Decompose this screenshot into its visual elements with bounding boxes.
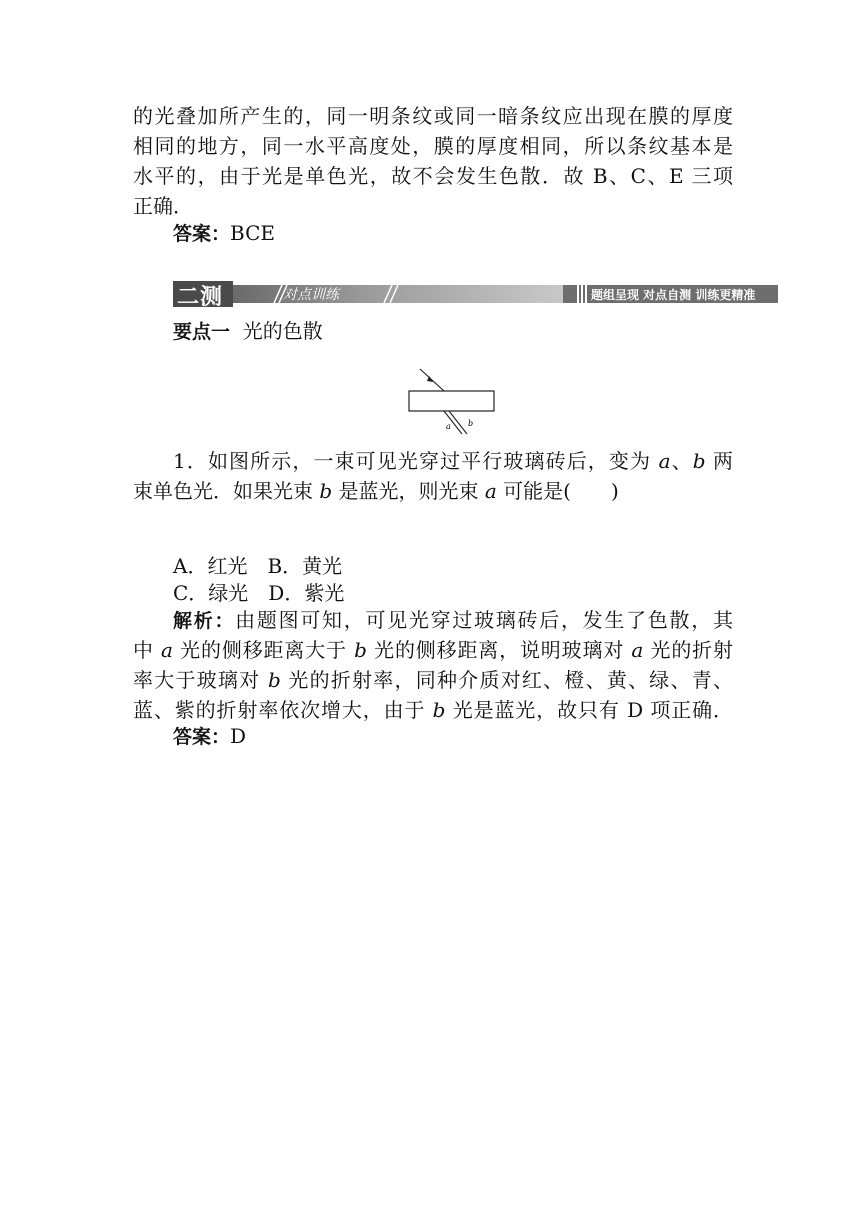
var-a: a	[631, 638, 644, 662]
analysis-text: 光的折射率，同种介质对红、橙、黄、绿、青、	[280, 668, 734, 692]
analysis-text: 光的侧移距离，说明玻璃对	[366, 638, 632, 662]
analysis-label: 解析：	[173, 610, 236, 632]
heading-label: 要点一	[173, 321, 231, 343]
answer-value: BCE	[230, 221, 275, 245]
question-text: 是蓝光，则光束	[332, 479, 485, 503]
question-text: 两	[705, 449, 734, 473]
analysis-text: 由题图可知，可见光穿过玻璃砖后，发生了色散，其	[235, 608, 733, 632]
answer-label: 答案：	[173, 223, 231, 245]
analysis-text: 光是蓝光，故只有 D 项正确．	[445, 698, 734, 722]
analysis-answer	[173, 721, 733, 752]
var-b: b	[267, 668, 281, 692]
var-b: b	[319, 479, 333, 503]
analysis-line-3	[133, 665, 733, 695]
prev-solution-line-4: 正确．	[133, 194, 193, 218]
section-heading	[173, 316, 733, 347]
answer-label: 答案：	[173, 726, 231, 748]
options-row-2: C．绿光 D．紫光	[173, 581, 345, 605]
analysis-text: 蓝、紫的折射率依次增大，由于	[133, 698, 433, 722]
var-a: a	[161, 638, 173, 662]
banner-title-box	[173, 281, 233, 310]
banner-tagline: 题组呈现 对点自测 训练更精准	[591, 288, 756, 302]
glass-slab-figure	[400, 366, 510, 436]
question-text: 如图所示，一束可见光穿过平行玻璃砖后，变为	[207, 449, 659, 473]
question-number: 1．	[173, 449, 208, 473]
heading-topic: 光的色散	[242, 319, 323, 343]
slash-decoration-icon	[381, 285, 403, 303]
var-a: a	[658, 449, 671, 473]
analysis-text: 中	[133, 638, 162, 662]
var-b: b	[432, 698, 446, 722]
prev-solution-line-1: 的光叠加所产生的，同一明条纹或同一暗条纹应出现在膜的厚度	[133, 104, 733, 128]
analysis-text: 光的侧移距离大于	[172, 638, 355, 662]
prev-solution-line-3: 水平的，由于光是单色光，故不会发生色散．故 B、C、E 三项	[133, 164, 733, 188]
beam-label-b: b	[468, 419, 474, 428]
options-row-1: A．红光 B．黄光	[173, 554, 343, 578]
var-b: b	[692, 449, 706, 473]
analysis-text: 光的折射	[643, 638, 734, 662]
analysis-line-2	[133, 635, 733, 665]
question-text: 可能是( )	[496, 479, 619, 503]
question-text: 束单色光．如果光束	[133, 479, 320, 503]
var-a: a	[484, 479, 497, 503]
question-line-2	[133, 476, 733, 506]
beam-label-a: a	[446, 422, 451, 431]
banner-subtitle: 对点训练	[283, 287, 339, 303]
separator: 、	[670, 449, 693, 473]
section-banner	[173, 281, 780, 310]
bars-decoration-icon	[577, 285, 587, 303]
answer-value: D	[230, 724, 247, 748]
prev-solution-line-2: 相同的地方，同一水平高度处，膜的厚度相同，所以条纹基本是	[133, 134, 733, 158]
question-line-1	[173, 446, 733, 476]
var-b: b	[354, 638, 367, 662]
prev-answer	[173, 218, 733, 249]
analysis-line-1	[173, 605, 733, 636]
analysis-text: 率大于玻璃对	[133, 668, 268, 692]
banner-title: 二测	[177, 285, 224, 310]
